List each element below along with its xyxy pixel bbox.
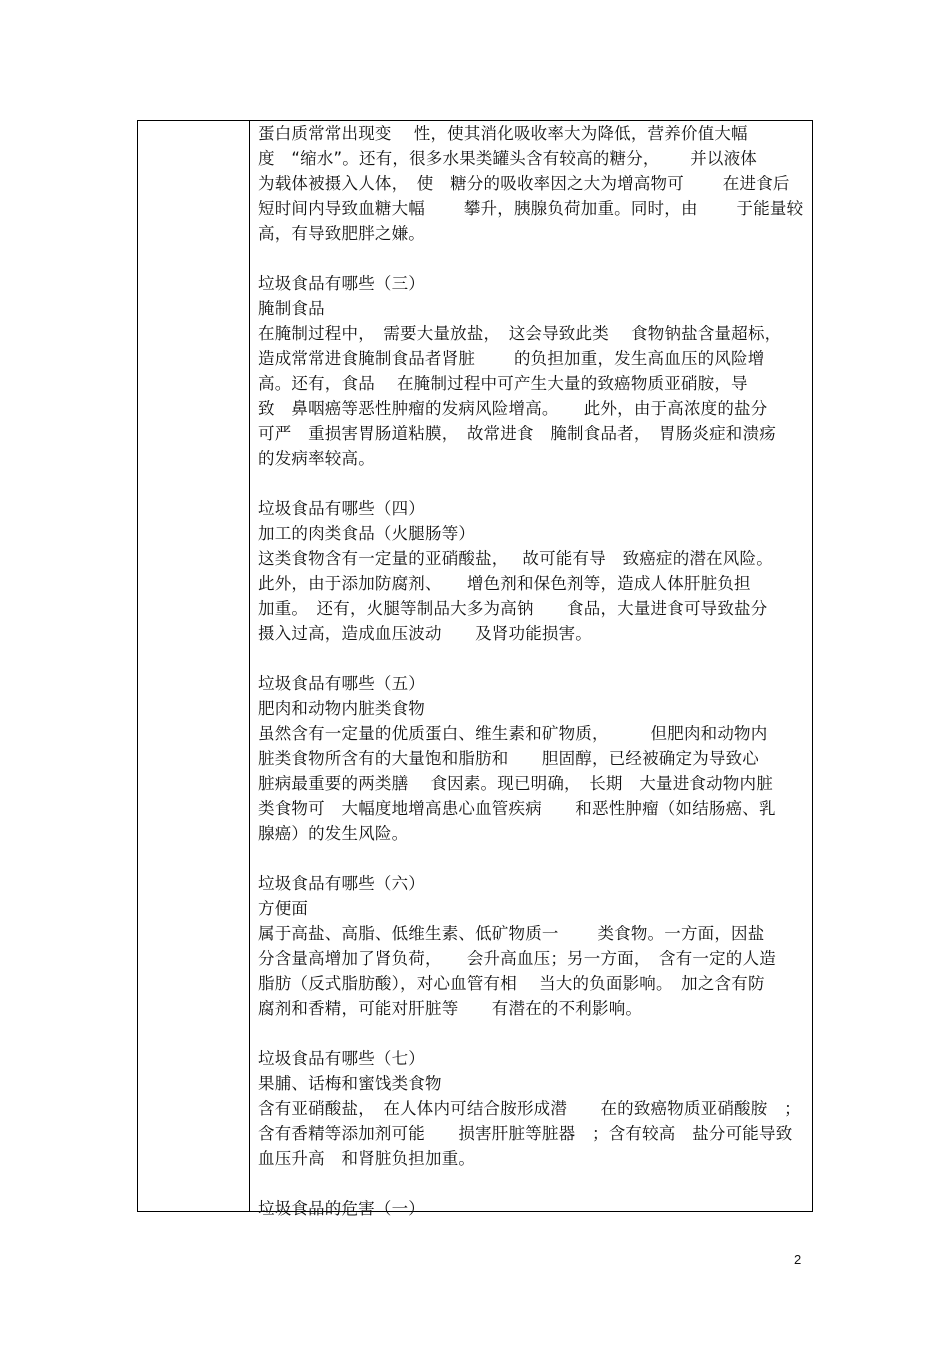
section-heading: 垃圾食品的危害（一） [258,1199,425,1218]
text-line: 类食物可 大幅度地增高患心血管疾病 和恶性肿瘤（如结肠癌、乳 [258,799,776,818]
text-line: 腐剂和香精，可能对肝脏等 有潜在的不利影响。 [258,999,643,1018]
text-line: 加重。 还有，火腿等制品大多为高钠 食品，大量进食可导致盐分 [258,599,768,618]
text-line: 短时间内导致血糖大幅 攀升，胰腺负荷加重。同时，由 于能量较 [258,199,804,218]
text-line: 含有香精等添加剂可能 损害肝脏等脏器 ；含有较高 盐分可能导致 [258,1124,793,1143]
left-column-cell [138,121,250,1211]
text-line: 血压升高 和肾脏负担加重。 [258,1149,476,1168]
text-line: 脏病最重要的两类膳 食因素。现已明确， 长期 大量进食动物内脏 [258,774,773,793]
text-line: 的发病率较高。 [258,449,375,468]
text-line: 此外，由于添加防腐剂、 增色剂和保色剂等，造成人体肝脏负担 [258,574,751,593]
text-line: 分含量高增加了肾负荷， 会升高血压；另一方面， 含有一定的人造 [258,949,776,968]
text-line: 肥肉和动物内脏类食物 [258,699,425,718]
text-line: 这类食物含有一定量的亚硝酸盐， 故可能有导 致癌症的潜在风险。 [258,549,773,568]
text-line: 腌制食品 [258,299,325,318]
text-line: 属于高盐、高脂、低维生素、低矿物质一 类食物。一方面，因盐 [258,924,765,943]
text-line: 摄入过高，造成血压波动 及肾功能损害。 [258,624,592,643]
text-line: 腺癌）的发生风险。 [258,824,409,843]
paragraph-spacer [258,471,806,496]
text-line: 高，有导致肥胖之嫌。 [258,224,425,243]
page-number: 2 [794,1252,802,1267]
text-line: 在腌制过程中， 需要大量放盐， 这会导致此类 食物钠盐含量超标， [258,324,782,343]
section-heading: 垃圾食品有哪些（七） [258,1049,425,1068]
text-line: 可严 重损害胃肠道粘膜， 故常进食 腌制食品者， 胃肠炎症和溃疡 [258,424,776,443]
text-line: 方便面 [258,899,309,918]
text-line: 脏类食物所含有的大量饱和脂肪和 胆固醇，已经被确定为导致心 [258,749,759,768]
text-line: 高。还有，食品 在腌制过程中可产生大量的致癌物质亚硝胺，导 [258,374,748,393]
text-line: 果脯、话梅和蜜饯类食物 [258,1074,442,1093]
section-heading: 垃圾食品有哪些（四） [258,499,425,518]
text-line: 含有亚硝酸盐， 在人体内可结合胺形成潜 在的致癌物质亚硝酸胺 ； [258,1099,801,1118]
paragraph-spacer [258,846,806,871]
paragraph-spacer [258,246,806,271]
paragraph-spacer [258,646,806,671]
text-line: 为载体被摄入人体， 使 糖分的吸收率因之大为增高物可 在进食后 [258,174,790,193]
section-heading: 垃圾食品有哪些（三） [258,274,425,293]
content-table [137,120,813,1218]
text-line: 虽然含有一定量的优质蛋白、维生素和矿物质， 但肥肉和动物内 [258,724,768,743]
text-line: 脂肪（反式脂肪酸），对心血管有相 当大的负面影响。 加之含有防 [258,974,765,993]
paragraph-spacer [258,1021,806,1046]
paragraph-spacer [258,1171,806,1196]
text-line: 加工的肉类食品（火腿肠等） [258,524,476,543]
text-line: 蛋白质常常出现变 性，使其消化吸收率大为降低，营养价值大幅 [258,124,748,143]
text-line: 度 “缩水”。还有，很多水果类罐头含有较高的糖分， 并以液体 [258,149,757,168]
section-heading: 垃圾食品有哪些（六） [258,874,425,893]
text-line: 致 鼻咽癌等恶性肿瘤的发病风险增高。 此外，由于高浓度的盐分 [258,399,768,418]
section-heading: 垃圾食品有哪些（五） [258,674,425,693]
text-line: 造成常常进食腌制食品者肾脏 的负担加重，发生高血压的风险增 [258,349,765,368]
text-cell [258,121,806,1221]
